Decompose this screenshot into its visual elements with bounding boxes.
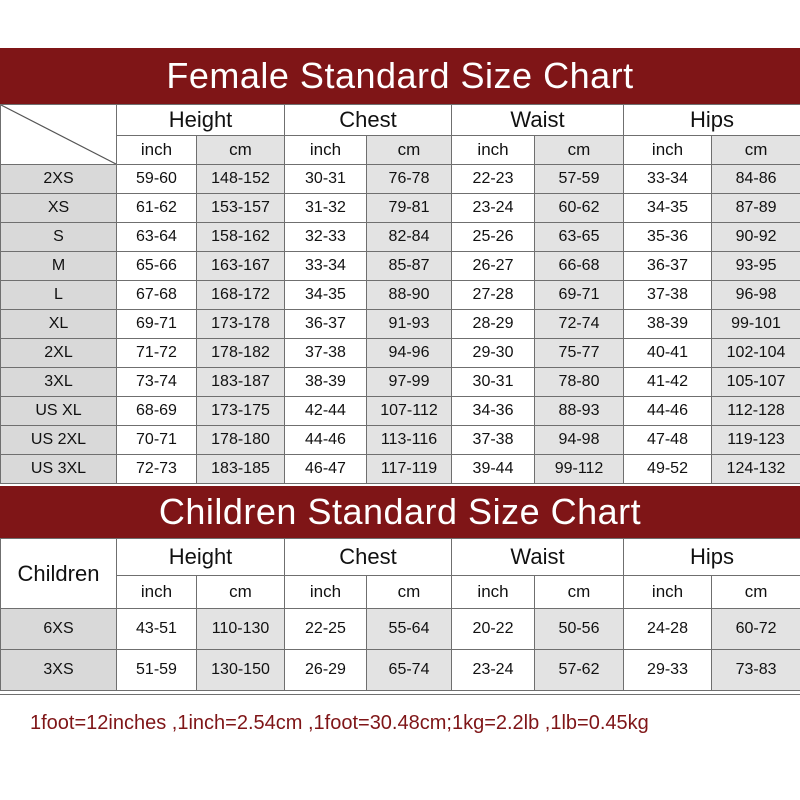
measurement-cell: 76-78 bbox=[367, 165, 452, 194]
measurement-cell: 178-182 bbox=[197, 339, 285, 368]
size-label: US XL bbox=[1, 397, 117, 426]
measurement-cell: 91-93 bbox=[367, 310, 452, 339]
measurement-cell: 44-46 bbox=[285, 426, 367, 455]
unit-header: inch bbox=[117, 136, 197, 165]
measurement-cell: 90-92 bbox=[712, 223, 800, 252]
measurement-cell: 40-41 bbox=[624, 339, 712, 368]
measurement-cell: 153-157 bbox=[197, 194, 285, 223]
measurement-cell: 73-74 bbox=[117, 368, 197, 397]
measurement-cell: 34-35 bbox=[624, 194, 712, 223]
measurement-cell: 68-69 bbox=[117, 397, 197, 426]
table-row bbox=[1, 455, 800, 484]
table-row bbox=[1, 165, 800, 194]
measurement-cell: 117-119 bbox=[367, 455, 452, 484]
table-row bbox=[1, 281, 800, 310]
measurement-cell: 24-28 bbox=[624, 609, 712, 650]
unit-header: cm bbox=[367, 576, 452, 609]
measurement-cell: 88-93 bbox=[535, 397, 624, 426]
female-chart-title: Female Standard Size Chart bbox=[0, 48, 800, 104]
size-label: XL bbox=[1, 310, 117, 339]
size-label: US 2XL bbox=[1, 426, 117, 455]
measurement-cell: 183-187 bbox=[197, 368, 285, 397]
measurement-cell: 94-96 bbox=[367, 339, 452, 368]
measurement-cell: 99-112 bbox=[535, 455, 624, 484]
measurement-cell: 94-98 bbox=[535, 426, 624, 455]
measurement-cell: 26-27 bbox=[452, 252, 535, 281]
children-group-chest: Chest bbox=[285, 539, 452, 576]
female-group-waist: Waist bbox=[452, 105, 624, 136]
top-margin bbox=[0, 0, 800, 48]
measurement-cell: 31-32 bbox=[285, 194, 367, 223]
bottom-margin bbox=[0, 750, 800, 800]
measurement-cell: 173-178 bbox=[197, 310, 285, 339]
measurement-cell: 34-36 bbox=[452, 397, 535, 426]
measurement-cell: 110-130 bbox=[197, 609, 285, 650]
measurement-cell: 30-31 bbox=[452, 368, 535, 397]
measurement-cell: 22-25 bbox=[285, 609, 367, 650]
measurement-cell: 36-37 bbox=[624, 252, 712, 281]
table-row bbox=[1, 397, 800, 426]
size-label: 3XL bbox=[1, 368, 117, 397]
measurement-cell: 36-37 bbox=[285, 310, 367, 339]
unit-header: cm bbox=[197, 576, 285, 609]
measurement-cell: 72-74 bbox=[535, 310, 624, 339]
unit-conversion-text: 1foot=12inches ,1inch=2.54cm ,1foot=30.48cm;1kg=2.2lb ,1lb=0.45kg bbox=[30, 711, 649, 734]
measurement-cell: 130-150 bbox=[197, 650, 285, 691]
measurement-cell: 148-152 bbox=[197, 165, 285, 194]
measurement-cell: 41-42 bbox=[624, 368, 712, 397]
measurement-cell: 37-38 bbox=[452, 426, 535, 455]
measurement-cell: 38-39 bbox=[624, 310, 712, 339]
measurement-cell: 119-123 bbox=[712, 426, 800, 455]
unit-header: cm bbox=[535, 576, 624, 609]
measurement-cell: 71-72 bbox=[117, 339, 197, 368]
table-row bbox=[1, 223, 800, 252]
children-chart-title: Children Standard Size Chart bbox=[0, 486, 800, 538]
measurement-cell: 93-95 bbox=[712, 252, 800, 281]
measurement-cell: 102-104 bbox=[712, 339, 800, 368]
measurement-cell: 59-60 bbox=[117, 165, 197, 194]
unit-header: inch bbox=[285, 576, 367, 609]
measurement-cell: 38-39 bbox=[285, 368, 367, 397]
measurement-cell: 168-172 bbox=[197, 281, 285, 310]
measurement-cell: 23-24 bbox=[452, 650, 535, 691]
measurement-cell: 61-62 bbox=[117, 194, 197, 223]
measurement-cell: 105-107 bbox=[712, 368, 800, 397]
children-group-waist: Waist bbox=[452, 539, 624, 576]
unit-header: inch bbox=[285, 136, 367, 165]
measurement-cell: 37-38 bbox=[624, 281, 712, 310]
measurement-cell: 22-23 bbox=[452, 165, 535, 194]
measurement-cell: 82-84 bbox=[367, 223, 452, 252]
table-row bbox=[1, 194, 800, 223]
measurement-cell: 43-51 bbox=[117, 609, 197, 650]
measurement-cell: 34-35 bbox=[285, 281, 367, 310]
measurement-cell: 57-59 bbox=[535, 165, 624, 194]
measurement-cell: 33-34 bbox=[624, 165, 712, 194]
corner-diagonal-cell bbox=[1, 105, 117, 165]
measurement-cell: 72-73 bbox=[117, 455, 197, 484]
size-label: US 3XL bbox=[1, 455, 117, 484]
measurement-cell: 47-48 bbox=[624, 426, 712, 455]
table-row bbox=[1, 339, 800, 368]
size-label: L bbox=[1, 281, 117, 310]
size-label: 2XL bbox=[1, 339, 117, 368]
measurement-cell: 158-162 bbox=[197, 223, 285, 252]
unit-header: cm bbox=[712, 576, 800, 609]
female-group-chest: Chest bbox=[285, 105, 452, 136]
measurement-cell: 25-26 bbox=[452, 223, 535, 252]
measurement-cell: 66-68 bbox=[535, 252, 624, 281]
size-label: 3XS bbox=[1, 650, 117, 691]
table-row bbox=[1, 609, 800, 650]
measurement-cell: 85-87 bbox=[367, 252, 452, 281]
measurement-cell: 65-66 bbox=[117, 252, 197, 281]
measurement-cell: 113-116 bbox=[367, 426, 452, 455]
table-row bbox=[1, 426, 800, 455]
size-label: 2XS bbox=[1, 165, 117, 194]
measurement-cell: 55-64 bbox=[367, 609, 452, 650]
measurement-cell: 28-29 bbox=[452, 310, 535, 339]
measurement-cell: 27-28 bbox=[452, 281, 535, 310]
measurement-cell: 99-101 bbox=[712, 310, 800, 339]
female-group-height: Height bbox=[117, 105, 285, 136]
measurement-cell: 73-83 bbox=[712, 650, 800, 691]
measurement-cell: 87-89 bbox=[712, 194, 800, 223]
female-group-hips: Hips bbox=[624, 105, 800, 136]
female-size-table bbox=[0, 104, 800, 484]
measurement-cell: 49-52 bbox=[624, 455, 712, 484]
measurement-cell: 37-38 bbox=[285, 339, 367, 368]
measurement-cell: 42-44 bbox=[285, 397, 367, 426]
unit-header: inch bbox=[624, 576, 712, 609]
measurement-cell: 69-71 bbox=[117, 310, 197, 339]
measurement-cell: 78-80 bbox=[535, 368, 624, 397]
measurement-cell: 44-46 bbox=[624, 397, 712, 426]
unit-header: inch bbox=[452, 136, 535, 165]
measurement-cell: 107-112 bbox=[367, 397, 452, 426]
measurement-cell: 69-71 bbox=[535, 281, 624, 310]
unit-header: inch bbox=[117, 576, 197, 609]
measurement-cell: 88-90 bbox=[367, 281, 452, 310]
children-group-hips: Hips bbox=[624, 539, 800, 576]
table-row bbox=[1, 650, 800, 691]
measurement-cell: 65-74 bbox=[367, 650, 452, 691]
measurement-cell: 60-72 bbox=[712, 609, 800, 650]
measurement-cell: 63-65 bbox=[535, 223, 624, 252]
diagonal-line-icon bbox=[1, 105, 116, 164]
measurement-cell: 50-56 bbox=[535, 609, 624, 650]
measurement-cell: 97-99 bbox=[367, 368, 452, 397]
measurement-cell: 84-86 bbox=[712, 165, 800, 194]
children-row-header: Children bbox=[1, 539, 117, 609]
measurement-cell: 23-24 bbox=[452, 194, 535, 223]
measurement-cell: 57-62 bbox=[535, 650, 624, 691]
size-label: XS bbox=[1, 194, 117, 223]
children-group-height: Height bbox=[117, 539, 285, 576]
unit-header: cm bbox=[712, 136, 800, 165]
measurement-cell: 60-62 bbox=[535, 194, 624, 223]
measurement-cell: 29-30 bbox=[452, 339, 535, 368]
measurement-cell: 96-98 bbox=[712, 281, 800, 310]
measurement-cell: 26-29 bbox=[285, 650, 367, 691]
measurement-cell: 163-167 bbox=[197, 252, 285, 281]
measurement-cell: 124-132 bbox=[712, 455, 800, 484]
size-label: M bbox=[1, 252, 117, 281]
measurement-cell: 112-128 bbox=[712, 397, 800, 426]
measurement-cell: 39-44 bbox=[452, 455, 535, 484]
children-size-table bbox=[0, 538, 800, 691]
unit-header: inch bbox=[452, 576, 535, 609]
table-row bbox=[1, 252, 800, 281]
measurement-cell: 33-34 bbox=[285, 252, 367, 281]
table-row bbox=[1, 310, 800, 339]
unit-header: inch bbox=[624, 136, 712, 165]
measurement-cell: 51-59 bbox=[117, 650, 197, 691]
measurement-cell: 32-33 bbox=[285, 223, 367, 252]
measurement-cell: 46-47 bbox=[285, 455, 367, 484]
unit-header: cm bbox=[197, 136, 285, 165]
measurement-cell: 75-77 bbox=[535, 339, 624, 368]
measurement-cell: 79-81 bbox=[367, 194, 452, 223]
measurement-cell: 173-175 bbox=[197, 397, 285, 426]
unit-conversion-note bbox=[0, 694, 800, 752]
measurement-cell: 70-71 bbox=[117, 426, 197, 455]
measurement-cell: 20-22 bbox=[452, 609, 535, 650]
table-row bbox=[1, 368, 800, 397]
measurement-cell: 183-185 bbox=[197, 455, 285, 484]
size-label: S bbox=[1, 223, 117, 252]
measurement-cell: 35-36 bbox=[624, 223, 712, 252]
measurement-cell: 29-33 bbox=[624, 650, 712, 691]
unit-header: cm bbox=[367, 136, 452, 165]
measurement-cell: 63-64 bbox=[117, 223, 197, 252]
measurement-cell: 67-68 bbox=[117, 281, 197, 310]
measurement-cell: 178-180 bbox=[197, 426, 285, 455]
unit-header: cm bbox=[535, 136, 624, 165]
measurement-cell: 30-31 bbox=[285, 165, 367, 194]
size-label: 6XS bbox=[1, 609, 117, 650]
